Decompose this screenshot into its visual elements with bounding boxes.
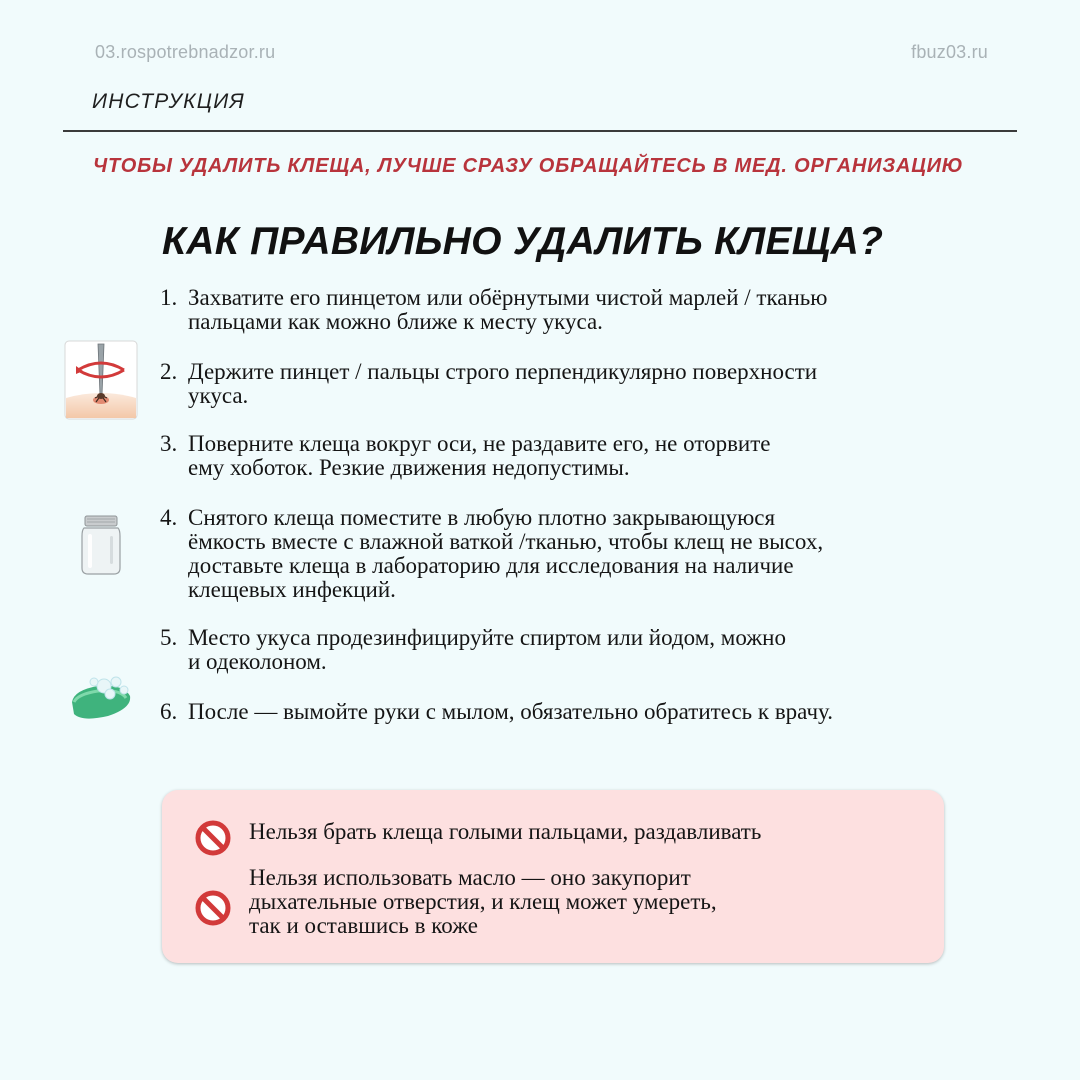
soap-icon (68, 672, 134, 728)
step-line: клещевых инфекций. (188, 577, 396, 602)
step-line: и одеколоном. (188, 649, 327, 674)
step-line: После — вымойте руки с мылом, обязательно обратитесь к врачу. (188, 699, 833, 724)
step-number: 5. (160, 625, 178, 650)
prohibited-icon (195, 890, 231, 926)
site-url-left: 03.rospotrebnadzor.ru (95, 42, 276, 62)
prohibited-icon (195, 820, 231, 856)
step-item (160, 360, 817, 408)
step-number: 4. (160, 505, 178, 530)
step-item (160, 286, 827, 334)
alert-text: ЧТОБЫ УДАЛИТЬ КЛЕЩА, ЛУЧШЕ СРАЗУ ОБРАЩАЙТЕСЬ В МЕД. ОРГАНИЗАЦИЮ (93, 155, 964, 177)
step-line: ёмкость вместе с влажной ваткой /тканью, чтобы клещ не высох, (188, 529, 824, 554)
section-label: ИНСТРУКЦИЯ (92, 90, 245, 113)
step-line: Место укуса продезинфицируйте спиртом или йодом, можно (188, 625, 786, 650)
warning-text: дыхательные отверстия, и клещ может умереть, (249, 889, 717, 914)
step-line: Снятого клеща поместите в любую плотно закрывающуюся (188, 505, 776, 530)
warnings-box (162, 790, 944, 963)
step-line: Держите пинцет / пальцы строго перпендикулярно поверхности (188, 359, 818, 384)
warning-text: Нельзя брать клеща голыми пальцами, раздавливать (249, 819, 762, 844)
step-line: доставьте клеща в лабораторию для исследования на наличие (188, 553, 794, 578)
step-item (160, 432, 771, 480)
jar-icon (80, 514, 122, 576)
step-line: пальцами как можно ближе к месту укуса. (188, 309, 603, 334)
site-url-right: fbuz03.ru (911, 42, 988, 62)
warning-text: Нельзя использовать масло — оно закупорит (249, 865, 691, 890)
step-line: укуса. (188, 383, 249, 408)
step-number: 6. (160, 699, 178, 724)
step-item (160, 626, 786, 674)
step-line: Поверните клеща вокруг оси, не раздавите его, не оторвите (188, 431, 771, 456)
step-number: 3. (160, 431, 178, 456)
step-item (160, 506, 823, 602)
step-line: ему хоботок. Резкие движения недопустимы. (188, 455, 630, 480)
step-number: 2. (160, 359, 178, 384)
header-divider (63, 130, 1017, 132)
warning-text: так и оставшись в коже (249, 913, 479, 938)
step-number: 1. (160, 285, 178, 310)
page-title: КАК ПРАВИЛЬНО УДАЛИТЬ КЛЕЩА? (162, 220, 884, 263)
step-line: Захватите его пинцетом или обёрнутыми чистой марлей / тканью (188, 285, 828, 310)
step-item (160, 700, 833, 724)
tweezers-rotate-icon (64, 340, 138, 420)
